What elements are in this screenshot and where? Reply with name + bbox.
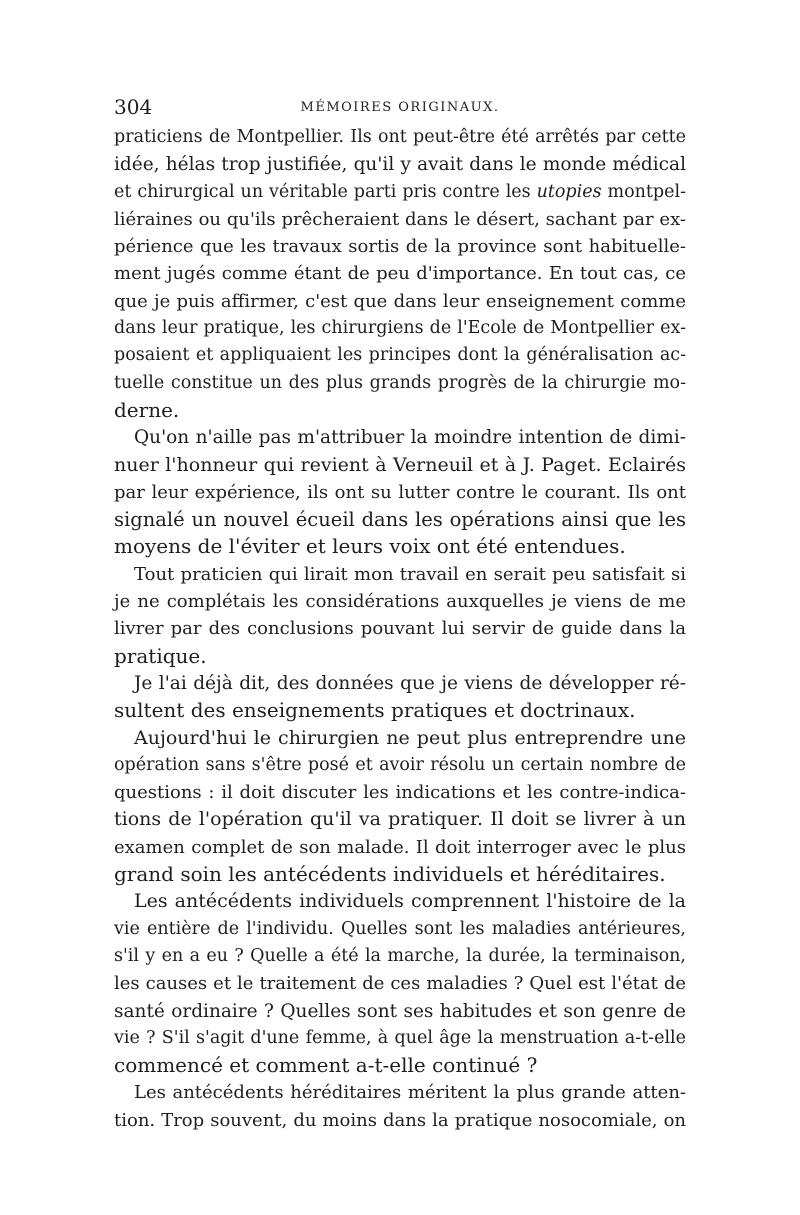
text-line: questions : il doit discuter les indications et les contre-indica-	[114, 782, 686, 804]
text-line: santé ordinaire ? Quelles sont ses habitudes et son genre de	[114, 1000, 686, 1022]
text-line: tion. Trop souvent, du moins dans la pratique nosocomiale, on	[114, 1109, 686, 1131]
text-line: liéraines ou qu'ils prêcheraient dans le désert, sachant par ex-	[114, 208, 686, 230]
text-line: moyens de l'éviter et leurs voix ont été entendues.	[114, 534, 626, 559]
text-line: Les antécédents individuels comprennent l'histoire de la	[134, 890, 686, 913]
text-line: sultent des enseignements pratiques et doctrinaux.	[114, 698, 636, 723]
text-line: Les antécédents héréditaires méritent la plus grande atten-	[134, 1082, 686, 1104]
text-line: périence que les travaux sortis de la province sont habituelle-	[114, 236, 686, 258]
text-line: nuer l'honneur qui revient à Verneuil et à J. Paget. Eclairés	[114, 453, 686, 476]
text-line: dans leur pratique, les chirurgiens de l'Ecole de Montpellier ex-	[114, 318, 686, 339]
text-line: pratique.	[114, 643, 207, 668]
text-line: les causes et le traitement de ces maladies ? Quel est l'état de	[114, 973, 686, 995]
page-header	[114, 94, 686, 120]
text-line: Tout praticien qui lirait mon travail en serait peu satisfait si	[134, 563, 686, 585]
text-line: s'il y en a eu ? Quelle a été la marche, la durée, la terminaison,	[114, 945, 686, 966]
text-line: et chirurgical un véritable parti pris contre les utopies montpel-	[114, 181, 686, 202]
text-line: tions de l'opération qu'il va pratiquer. Il doit se livrer à un	[114, 808, 686, 831]
text-line: vie entière de l'individu. Quelles sont les maladies antérieures,	[114, 918, 686, 939]
text-line: Aujourd'hui le chirurgien ne peut plus entreprendre une	[134, 726, 686, 749]
text-line: examen complet de son malade. Il doit interroger avec le plus	[114, 836, 686, 858]
text-line: ment jugés comme étant de peu d'importance. En tout cas, ce	[114, 263, 686, 285]
running-title: MÉMOIRES ORIGINAUX.	[300, 100, 500, 115]
text-line: Je l'ai déjà dit, des données que je viens de développer ré-	[134, 672, 686, 694]
page-number: 304	[114, 95, 153, 119]
text-line: posaient et appliquaient les principes dont la généralisation ac-	[114, 345, 686, 366]
text-line: signalé un nouvel écueil dans les opérations ainsi que les	[114, 508, 686, 532]
body-text	[114, 124, 686, 1134]
text-line: idée, hélas trop justifiée, qu'il y avait dans le monde médical	[114, 154, 686, 176]
text-line: que je puis affirmer, c'est que dans leur enseignement comme	[114, 290, 686, 312]
text-line: commencé et comment a-t-elle continué ?	[114, 1053, 538, 1078]
text-line: par leur expérience, ils ont su lutter contre le courant. Ils ont	[114, 481, 686, 503]
text-line: derne.	[114, 397, 180, 422]
text-line: je ne complétais les considérations auxquelles je viens de me	[114, 591, 686, 613]
text-line: grand soin les antécédents individuels et héréditaires.	[114, 862, 666, 887]
text-line: tuelle constitue un des plus grands progrès de la chirurgie mo-	[114, 372, 686, 393]
text-line: livrer par des conclusions pouvant lui servir de guide dans la	[114, 618, 686, 640]
text-line: vie ? S'il s'agit d'une femme, à quel âge la menstruation a-t-elle	[114, 1027, 686, 1048]
emphasized-word: utopies	[536, 181, 602, 202]
text-line: opération sans s'être posé et avoir résolu un certain nombre de	[114, 754, 686, 775]
text-line: praticiens de Montpellier. Ils ont peut-être été arrêtés par cette	[114, 127, 686, 147]
text-line: Qu'on n'aille pas m'attribuer la moindre intention de dimi-	[134, 427, 686, 449]
